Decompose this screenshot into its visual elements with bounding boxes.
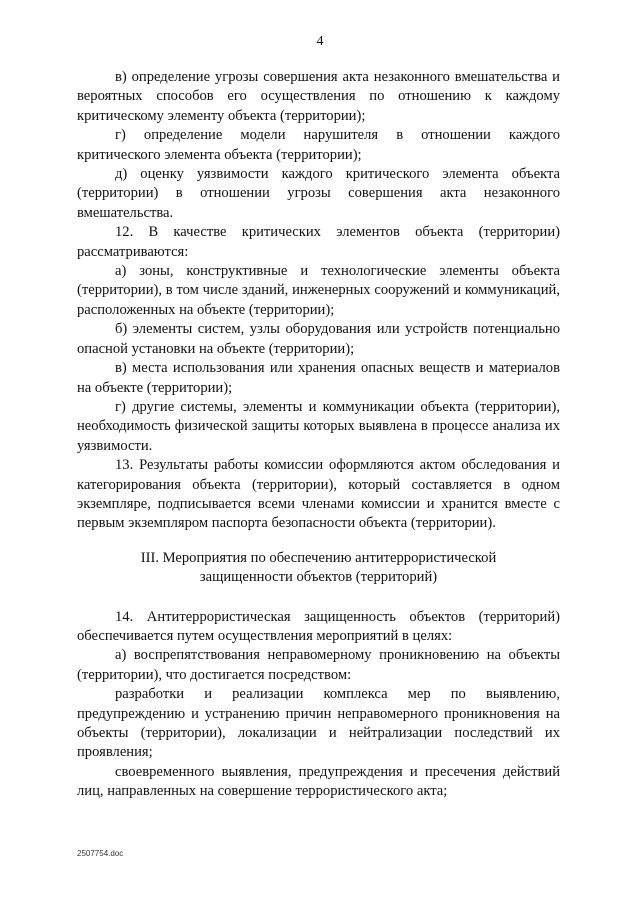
paragraph-item-b: б) элементы систем, узлы оборудования или устройств потенциально опасной установки на объекте (территории); [77, 321, 560, 357]
document-body [77, 68, 560, 802]
paragraph-item-a-14: а) воспрепятствования неправомерному проникновению на объекты (территории), что достигается посредством: [77, 647, 560, 683]
paragraph-item-d: д) оценку уязвимости каждого критического элемента объекта (территории) в отношении угрозы совершения акта незаконного вмешательства. [77, 166, 560, 221]
paragraph-item-g2: г) другие системы, элементы и коммуникации объекта (территории), необходимость физической защиты которых выявлена в процессе анализа их уязвимости. [77, 398, 560, 454]
paragraph-item-v2: в) места использования или хранения опасных веществ и материалов на объекте (территории); [77, 360, 560, 396]
footer-document-code: 2507754.doc [77, 849, 124, 858]
paragraph-clause-14: 14. Антитеррористическая защищенность объектов (территорий) обеспечивается путем осуществления мероприятий в целях: [77, 608, 560, 644]
paragraph-clause-12: 12. В качестве критических элементов объекта (территории) рассматриваются: [77, 224, 560, 260]
paragraph-item-g: г) определение модели нарушителя в отношении каждого критического элемента объекта (территории); [77, 127, 560, 163]
paragraph-measure-1: разработки и реализации комплекса мер по выявлению, предупреждению и устранению причин неправомерного проникновения на объекты (территории), локализации и нейтрализации последствий их проявления; [77, 686, 560, 761]
paragraph-clause-13: 13. Результаты работы комиссии оформляются актом обследования и категорирования объекта (территории), который составляется в одном экземпляре, подписывается всеми членами комиссии и хранится вместе с первым экземпляром паспорта безопасности объекта (территории). [77, 457, 560, 532]
paragraph-item-v: в) определение угрозы совершения акта незаконного вмешательства и вероятных способов его осуществления по отношению к каждому критическому элементу объекта (территории); [77, 69, 560, 124]
section-heading [77, 549, 560, 588]
section-heading-line-1: III. Мероприятия по обеспечению антитеррористической [140, 549, 497, 566]
page-number: 4 [316, 34, 324, 49]
paragraph-measure-2: своевременного выявления, предупреждения и пресечения действий лиц, направленных на совершение террористического акта; [77, 763, 560, 800]
paragraph-item-a: а) зоны, конструктивные и технологические элементы объекта (территории), в том числе зданий, инженерных сооружений и коммуникаций, расположенных на объекте (территории); [77, 263, 560, 318]
section-heading-line-2: защищенности объектов (территорий) [199, 569, 438, 586]
